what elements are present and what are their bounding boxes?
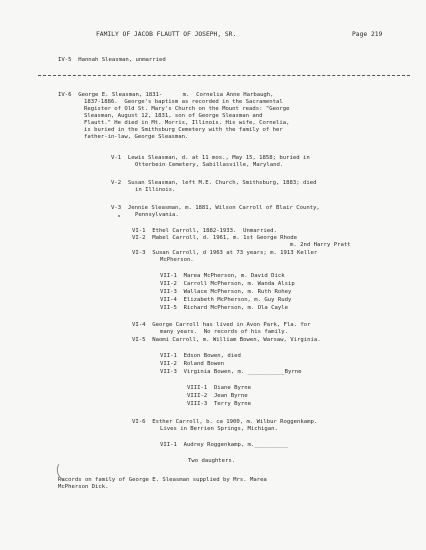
entry-line-vii4: VII-4 Elizabeth McPherson, m. Guy Rudy (160, 297, 292, 303)
entry-line-v2-1: V-2 Susan Sleasman, left M.E. Church, Smithsburg, 1883; died (111, 180, 317, 186)
entry-line-vi3-1: VI-3 Susan Carroll, d 1963 at 73 years; m. 1913 Keller (132, 250, 318, 256)
entry-line-v3-1: V-3 Jennie Sleasman, m. 1881, Wilson Carroll of Blair County, (111, 205, 320, 211)
entry-line-iv6-2: 1837-1886. George's baptism as recorded in the Sacramental (84, 99, 283, 105)
entry-line-vi2-1: VI-2 Mabel Carroll, d. 1961, m. 1st George Rhode (132, 235, 298, 241)
entry-line-iv5: IV-5 Hannah Sleasman, unmarried (58, 57, 166, 63)
entry-line-twod: Two daughters. (188, 458, 236, 464)
entry-line-foot-2: McPherson Dick. (58, 484, 109, 490)
entry-line-vii1: VII-1 Marea McPherson, m. David Dick (160, 273, 285, 279)
entry-line-iv6-1: IV-6 George E. Sleasman, 1831- m. Cornelia Anne Harbaugh, (58, 92, 274, 98)
entry-line-v1-1: V-1 Lewis Sleasman, d. at 11 mos., May 15, 1858; buried in (111, 155, 310, 161)
entry-line-vii2b: VII-2 Roland Bowen (160, 361, 224, 367)
entry-line-iv6-6: is buried in the Smithsburg Cemetery with the family of her (84, 127, 283, 133)
section-separator (38, 75, 410, 76)
entry-line-v3-2: Pennsylvania. (135, 212, 179, 218)
entry-line-iv6-7: father-in-law, George Sleasman. (84, 134, 189, 140)
ink-dot (118, 215, 120, 217)
entry-line-vii3b: VII-3 Virginia Bowen, m. ___________Byrne (160, 369, 302, 375)
entry-line-v1-2: Otterbein Cemetery, Sabillasville, Maryland. (135, 162, 284, 168)
entry-line-vi5: VI-5 Naomi Carroll, m. William Bowen, Warsaw, Virginia. (132, 337, 321, 343)
entry-line-iv6-4: Sleasman, August 12, 1831, son of George Sleasman and (84, 113, 263, 119)
page-number: Page 219 (352, 31, 383, 38)
entry-line-vii3: VII-3 Wallace McPherson, m. Ruth Rohey (160, 289, 292, 295)
entry-line-vii1b: VII-1 Edson Bowen, died (160, 353, 241, 359)
entry-line-iv6-3: Register of Old St. Mary's Church on the Mount reads: "George (84, 106, 290, 112)
entry-line-vi1: VI-1 Ethel Carroll, 1882-1933. Unmarried. (132, 228, 277, 234)
entry-line-viii1: VIII-1 Diane Byrne (187, 385, 251, 391)
entry-line-vi4-1: VI-4 George Carroll has lived in Avon Park, Fla. for (132, 322, 311, 328)
entry-line-vii1c: VII-1 Audrey Roggenkamp, m.__________ (160, 442, 288, 448)
page-title: FAMILY OF JACOB FLAUTT OF JOSEPH, SR. (96, 31, 237, 38)
entry-line-viii2: VIII-2 Jean Byrne (187, 393, 248, 399)
entry-line-vi6-2: Lives in Berrien Springs, Michigan. (160, 426, 278, 432)
entry-line-v2-2: in Illinois. (135, 187, 176, 193)
entry-line-iv6-5: Flautt." He died in Mt. Morris, Illinois. His wife, Cornelia, (84, 120, 290, 126)
entry-line-vi6-1: VI-6 Esther Carroll, b. ca 1900, m. Wilbur Roggenkamp. (132, 419, 318, 425)
entry-line-vi2-2: m. 2nd Harry Pratt (290, 242, 351, 248)
entry-line-vii5: VII-5 Richard McPherson, m. Ola Cayle (160, 305, 288, 311)
entry-line-vii2: VII-2 Carroll McPherson, m. Wanda Alsip (160, 281, 295, 287)
entry-line-foot-1: Records on family of George E. Sleasman supplied by Mrs. Marea (58, 477, 267, 483)
entry-line-vi4-2: many years. No records of his family. (160, 329, 288, 335)
entry-line-viii3: VIII-3 Terry Byrne (187, 401, 251, 407)
entry-line-vi3-2: McPherson. (160, 257, 194, 263)
